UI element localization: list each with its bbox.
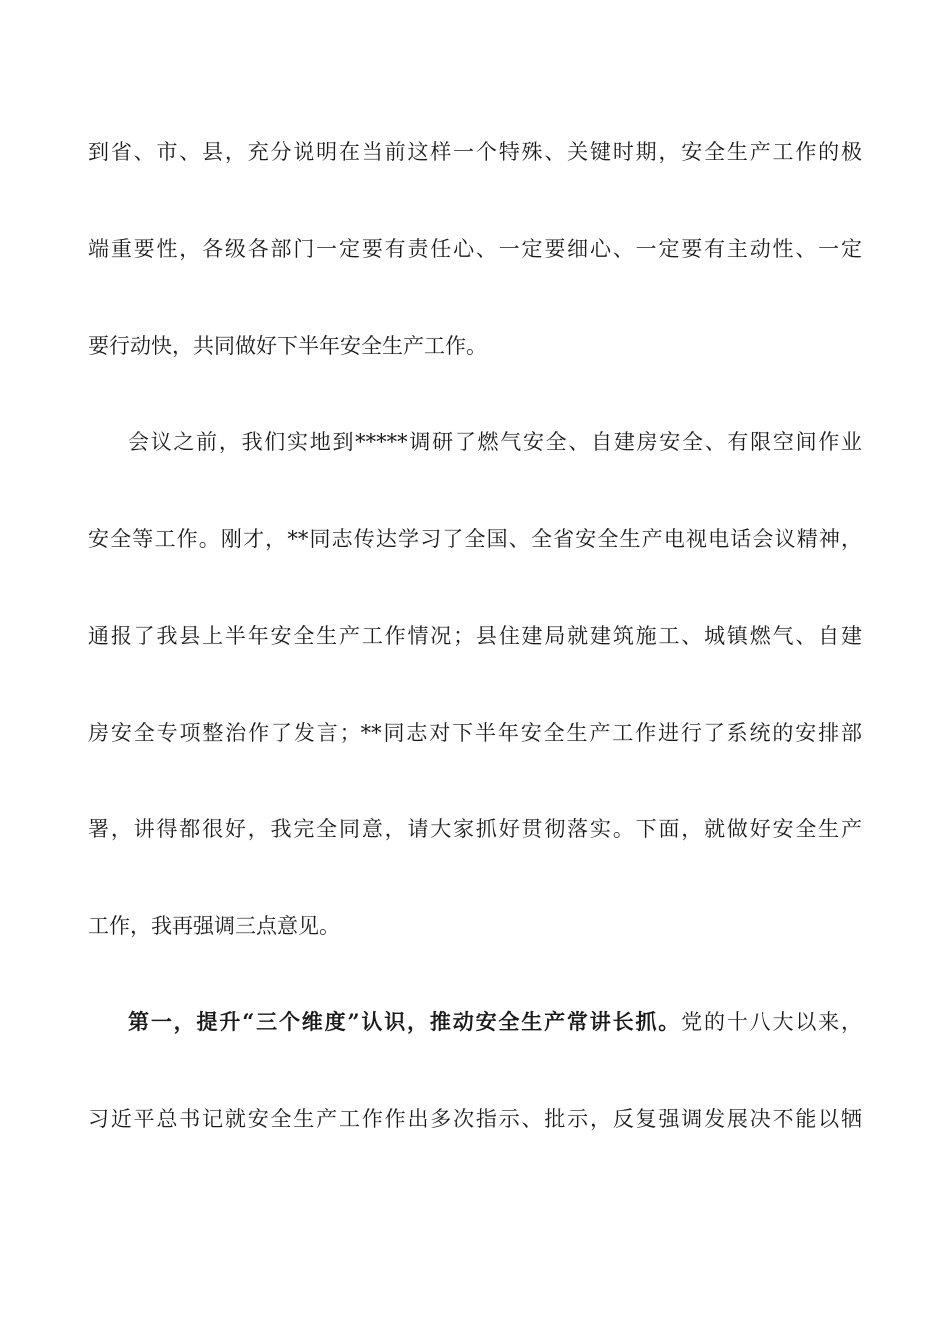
paragraph-line-8: 署，讲得都很好，我完全同意，请大家抓好贯彻落实。下面，就做好安全生产 [88, 817, 862, 841]
paragraph-line-1: 到省、市、县，充分说明在当前这样一个特殊、关键时期，安全生产工作的极 [88, 140, 862, 164]
section-heading-line [128, 1006, 862, 1038]
paragraph-line-7: 房安全专项整治作了发言；**同志对下半年安全生产工作进行了系统的安排部 [88, 721, 862, 745]
paragraph-line-3: 要行动快，共同做好下半年安全生产工作。 [88, 334, 487, 358]
paragraph-line-6: 通报了我县上半年安全生产工作情况；县住建局就建筑施工、城镇燃气、自建 [88, 624, 862, 648]
section-line-2: 习近平总书记就安全生产工作作出多次指示、批示，反复强调发展决不能以牺 [88, 1107, 862, 1131]
section-heading: 第一，提升“三个维度”认识，推动安全生产常讲长抓。 [128, 1009, 682, 1034]
section-heading-tail: 党的十八大以来， [681, 1010, 863, 1034]
paragraph-line-2: 端重要性，各级各部门一定要有责任心、一定要细心、一定要有主动性、一定 [88, 237, 862, 261]
paragraph-line-4: 会议之前，我们实地到*****调研了燃气安全、自建房安全、有限空间作业 [128, 430, 862, 454]
paragraph-line-9: 工作，我再强调三点意见。 [88, 914, 340, 938]
paragraph-line-5: 安全等工作。刚才，**同志传达学习了全国、全省安全生产电视电话会议精神， [88, 527, 862, 551]
